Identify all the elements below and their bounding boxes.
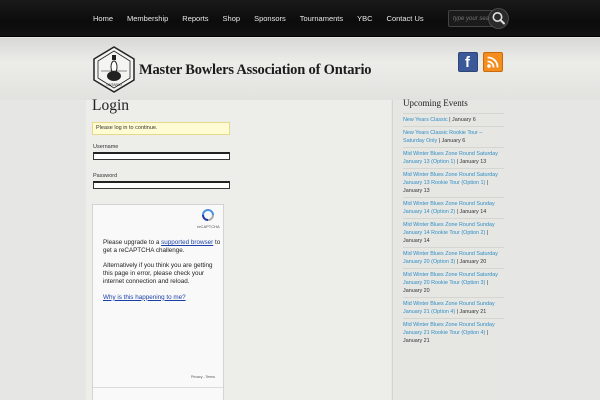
recaptcha-msg-text: Please upgrade to a (103, 239, 162, 246)
search-box (448, 10, 504, 27)
event-date: January 14 (403, 238, 430, 244)
list-item: Mid Winter Blues Zone Round Sunday January 21 (Option 4) | January 21 (403, 297, 504, 318)
recaptcha-msg2: Alternatively if you think you are getting this page in error, please check your internet connection and reload. (103, 262, 213, 285)
site-title[interactable]: Master Bowlers Association of Ontario (139, 62, 372, 78)
recaptcha-footer[interactable]: Privacy - Terms (191, 375, 216, 379)
nav-item-sponsors[interactable]: Sponsors (254, 14, 286, 23)
event-link[interactable]: Mid Winter Blues Zone Round Sunday January 21 Rookie Tour (Option 4) (403, 322, 495, 336)
event-date: January 13 (403, 188, 430, 194)
nav-item-shop[interactable]: Shop (222, 14, 241, 23)
password-label: Password (93, 173, 118, 179)
event-date: January 6 (452, 117, 476, 123)
list-item: Mid Winter Blues Zone Round Saturday January 13 (Option 1) | January 13 (403, 147, 504, 168)
recaptcha-icon (199, 208, 217, 222)
username-input[interactable] (93, 152, 230, 160)
upcoming-events-title: Upcoming Events (403, 98, 468, 108)
event-date: January 21 (403, 338, 430, 344)
list-item: Mid Winter Blues Zone Round Sunday January 14 (Option 2) | January 14 (403, 197, 504, 218)
event-date: January 13 (459, 159, 487, 165)
event-link[interactable]: Mid Winter Blues Zone Round Saturday January 20 Rookie Tour (Option 3) (403, 272, 498, 286)
recaptcha-msg-text-2: to get a reCAPTCHA challenge. (103, 239, 221, 254)
event-date: January 6 (441, 138, 466, 144)
password-input[interactable] (93, 181, 230, 189)
supported-browser-link[interactable]: supported browser (161, 239, 214, 246)
recaptcha-brand: reCAPTCHA (197, 224, 220, 229)
nav-item-home[interactable]: Home (93, 14, 114, 23)
event-link[interactable]: Mid Winter Blues Zone Round Sunday January 14 (Option 2) (403, 201, 495, 215)
list-item: Mid Winter Blues Zone Round Saturday January 20 Rookie Tour (Option 3) | January 20 (403, 268, 504, 297)
event-link[interactable]: Mid Winter Blues Zone Round Saturday January 20 (Option 3) (403, 251, 498, 265)
event-link[interactable]: Mid Winter Blues Zone Round Sunday January 21 (Option 4) (403, 301, 495, 315)
list-item: Mid Winter Blues Zone Round Sunday January 21 Rookie Tour (Option 4) | January 21 (403, 318, 504, 347)
event-date: January 14 (459, 209, 487, 215)
top-navbar (0, 0, 600, 37)
list-item: New Years Classic Rookie Tour – Saturday Only | January 6 (403, 126, 504, 147)
facebook-icon[interactable]: f (458, 52, 478, 72)
list-item: Mid Winter Blues Zone Round Sunday January 14 Rookie Tour (Option 2) | January 14 (403, 218, 504, 247)
event-link[interactable]: Mid Winter Blues Zone Round Saturday January 13 Rookie Tour (Option 1) (403, 172, 498, 186)
event-date: January 20 (459, 259, 487, 265)
event-link[interactable]: New Years Classic Rookie Tour – Saturday Only (403, 130, 483, 144)
logo-badge[interactable] (93, 46, 135, 93)
recaptcha-message (103, 239, 221, 309)
recaptcha-divider (93, 387, 223, 388)
list-item: Mid Winter Blues Zone Round Saturday January 13 Rookie Tour (Option 1) | January 13 (403, 168, 504, 197)
event-link[interactable]: Mid Winter Blues Zone Round Sunday January 14 Rookie Tour (Option 2) (403, 222, 495, 236)
event-date: January 20 (403, 288, 430, 294)
nav-item-membership[interactable]: Membership (127, 14, 169, 23)
nav-item-tournaments[interactable]: Tournaments (299, 14, 344, 23)
nav-menu (86, 0, 431, 37)
events-list (403, 113, 504, 347)
why-link[interactable]: Why is this happening to me? (103, 293, 186, 301)
nav-item-reports[interactable]: Reports (182, 14, 209, 23)
username-label: Username (93, 144, 119, 150)
nav-item-contact-us[interactable]: Contact Us (386, 14, 424, 23)
list-item: New Years Classic | January 6 (403, 113, 504, 126)
search-icon[interactable] (488, 8, 509, 29)
login-notice: Please log in to continue. (92, 122, 230, 135)
rss-icon[interactable] (483, 52, 503, 72)
list-item: Mid Winter Blues Zone Round Saturday January 20 (Option 3) | January 20 (403, 247, 504, 268)
recaptcha-widget (92, 204, 224, 400)
event-link[interactable]: New Years Classic (403, 117, 448, 123)
nav-item-ybc[interactable]: YBC (357, 14, 373, 23)
event-link[interactable]: Mid Winter Blues Zone Round Saturday January 13 (Option 1) (403, 151, 498, 165)
logo-badge-text: ONTARIO (106, 83, 122, 87)
page-title: Login (92, 97, 130, 114)
event-date: January 21 (459, 309, 487, 315)
